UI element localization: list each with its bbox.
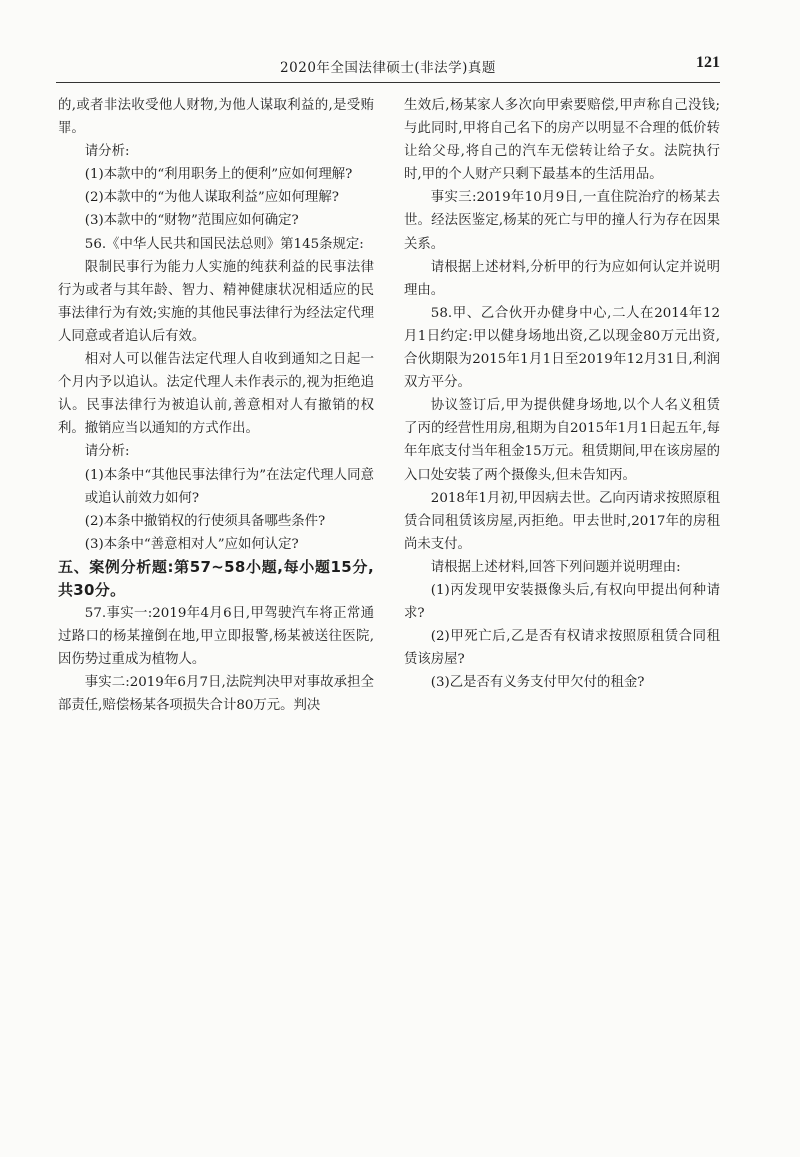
question-item: (1)本款中的“利用职务上的便利”应如何理解? xyxy=(84,167,353,183)
question-item: (2)甲死亡后,乙是否有权请求按照原租赁合同租赁该房屋? xyxy=(404,629,720,668)
paragraph: 协议签订后,甲为提供健身场地,以个人名义租赁了丙的经营性用房,租期为自2015年1月1日起五年,每年年底支付当年租金15万元。租赁期间,甲在该房屋的入口处安装了两个摄像头,但未告知丙。 xyxy=(404,398,720,483)
left-column xyxy=(58,94,374,717)
paragraph: 事实三:2019年10月9日,一直住院治疗的杨某去世。经法医鉴定,杨某的死亡与甲的撞人行为存在因果关系。 xyxy=(404,190,720,252)
paragraph: 相对人可以催告法定代理人自收到通知之日起一个月内予以追认。法定代理人未作表示的,视为拒绝追认。民事法律行为被追认前,善意相对人有撤销的权利。撤销应当以通知的方式作出。 xyxy=(58,352,374,437)
analysis-prompt: 请分析: xyxy=(84,444,130,460)
paragraph: 的,或者非法收受他人财物,为他人谋取利益的,是受贿罪。 xyxy=(58,98,374,137)
question-item: (1)本条中“其他民事法律行为”在法定代理人同意或追认前效力如何? xyxy=(84,467,374,506)
question-item: (3)本款中的“财物”范围应如何确定? xyxy=(84,213,299,229)
page-header xyxy=(56,44,720,84)
paragraph: 生效后,杨某家人多次向甲索要赔偿,甲声称自己没钱;与此同时,甲将自己名下的房产以明显不合理的低价转让给父母,将自己的汽车无偿转让给子女。法院执行时,甲的个人财产只剩下最基本的生活用品。 xyxy=(404,98,720,183)
question-item: (1)丙发现甲安装摄像头后,有权向甲提出何种请求? xyxy=(404,582,720,622)
paragraph: 2018年1月初,甲因病去世。乙向丙请求按照原租赁合同租赁该房屋,丙拒绝。甲去世时,2017年的房租尚未支付。 xyxy=(404,490,720,552)
analysis-prompt: 请根据上述材料,回答下列问题并说明理由: xyxy=(430,559,681,575)
question-58: 58.甲、乙合伙开办健身中心,二人在2014年12月1日约定:甲以健身场地出资,乙以现金80万元出资,合伙期限为2015年1月1日至2019年12月31日,利润双方平分。 xyxy=(404,305,720,391)
question-57: 57.事实一:2019年4月6日,甲驾驶汽车将正常通过路口的杨某撞倒在地,甲立即报警,杨某被送往医院,因伤势过重成为植物人。 xyxy=(58,605,374,668)
analysis-prompt: 请分析: xyxy=(84,144,130,160)
running-title: 2020年全国法律硕士(非法学)真题 xyxy=(280,60,496,76)
question-item: (3)乙是否有义务支付甲欠付的租金? xyxy=(430,675,645,691)
paragraph: 事实二:2019年6月7日,法院判决甲对事故承担全部责任,赔偿杨某各项损失合计80万元。判决 xyxy=(58,675,374,714)
section-heading: 五、案例分析题:第57~58小题,每小题15分,共30分。 xyxy=(58,557,374,599)
question-item: (3)本条中“善意相对人”应如何认定? xyxy=(84,536,299,552)
right-column xyxy=(404,94,720,694)
paragraph: 限制民事行为能力人实施的纯获利益的民事法律行为或者与其年龄、智力、精神健康状况相适应的民事法律行为有效;实施的其他民事法律行为经法定代理人同意或者追认后有效。 xyxy=(58,259,374,344)
header-rule xyxy=(56,82,720,83)
page-number: 121 xyxy=(696,54,720,71)
question-item: (2)本条中撤销权的行使须具备哪些条件? xyxy=(84,513,326,529)
analysis-prompt: 请根据上述材料,分析甲的行为应如何认定并说明理由。 xyxy=(404,259,720,298)
question-item: (2)本款中的“为他人谋取利益”应如何理解? xyxy=(84,190,339,206)
question-56: 56.《中华人民共和国民法总则》第145条规定: xyxy=(84,236,364,252)
